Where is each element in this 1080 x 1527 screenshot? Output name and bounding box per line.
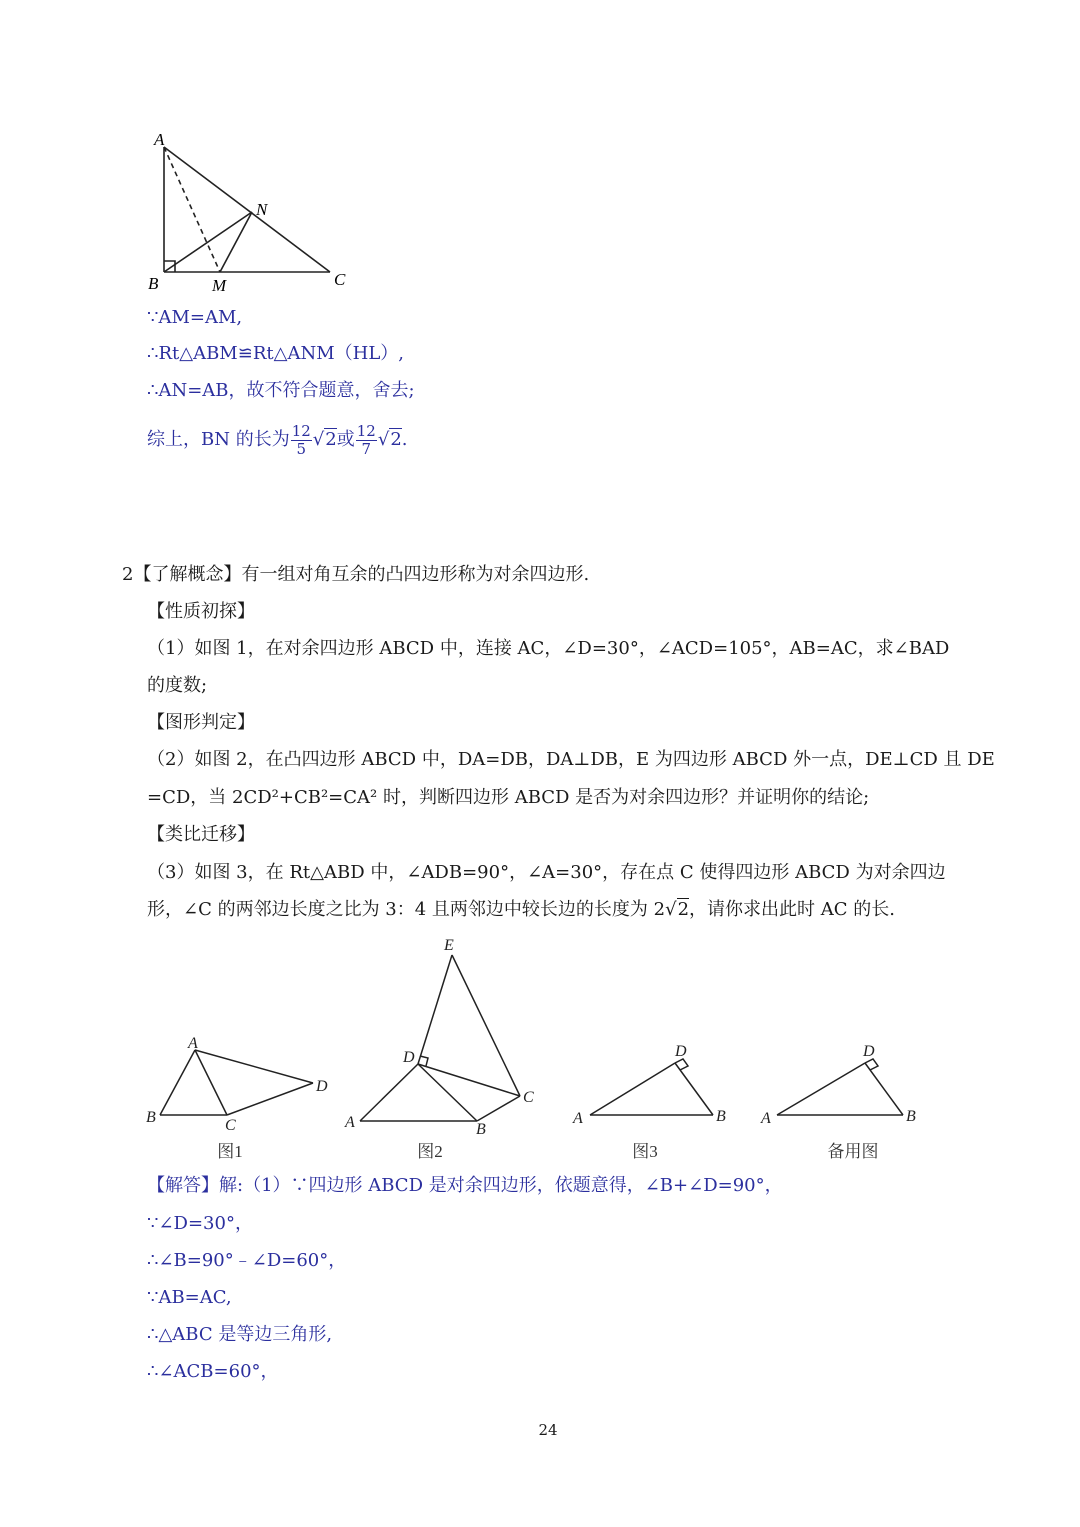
fig1-label-b: B: [146, 1109, 156, 1126]
fig1-label-a: A: [188, 1035, 198, 1052]
fig4-label-b: B: [906, 1108, 916, 1125]
fig2-label-c: C: [523, 1089, 534, 1106]
fig3-label-d: D: [675, 1043, 687, 1060]
answer-line-5: ∴△ABC 是等边三角形,: [147, 1324, 333, 1345]
answer-line-4: ∵AB=AC,: [147, 1287, 232, 1308]
question-1-line-2: 的度数;: [147, 675, 208, 696]
fig3-label-b: B: [716, 1108, 726, 1125]
label-m: M: [212, 276, 227, 295]
fraction-1: $\frac{12}{5}$: [291, 421, 311, 458]
fig4-caption: 备用图: [827, 1142, 879, 1161]
label-b: B: [148, 274, 159, 293]
answer-line-6: ∴∠ACB=60°，: [147, 1361, 279, 1382]
sqrt-2: √2: [377, 429, 402, 450]
solution-line-1: ∵AM=AM,: [147, 307, 243, 328]
sqrt-1: √2: [312, 429, 337, 450]
fig1-label-d: D: [316, 1078, 328, 1095]
fig2-caption: 图2: [417, 1142, 443, 1161]
section-property: 【性质初探】: [147, 601, 255, 622]
figure-right-triangle-abc: [140, 125, 370, 300]
fig1-label-c: C: [225, 1117, 236, 1134]
question-2-line-2: =CD，当 2CD²+CB²=CA² 时，判断四边形 ABCD 是否为对余四边形？并证明你的结论;: [147, 787, 870, 808]
label-n: N: [256, 200, 268, 219]
question-1-line-1: （1）如图 1，在对余四边形 ABCD 中，连接 AC，∠D=30°，∠ACD=105°，AB=AC，求∠BAD: [147, 638, 950, 659]
fig3-caption: 图3: [632, 1142, 658, 1161]
question-3-line-2: 形，∠C 的两邻边长度之比为 3：4 且两邻边中较长边的长度为 2√2，请你求出此时 AC 的长.: [147, 899, 895, 920]
fig2-label-e: E: [444, 937, 454, 954]
solution-line-2: ∴Rt△ABM≌Rt△ANM（HL）,: [147, 343, 405, 364]
section-judgement: 【图形判定】: [147, 712, 255, 733]
fig4-label-d: D: [863, 1043, 875, 1060]
section-analogy: 【类比迁移】: [147, 824, 255, 845]
fraction-2: $\frac{12}{7}$: [356, 421, 376, 458]
answer-line-2: ∵∠D=30°，: [147, 1213, 253, 1234]
answer-line-1: 【解答】解:（1）∵四边形 ABCD 是对余四边形，依题意得，∠B+∠D=90°，: [147, 1175, 783, 1196]
question-2-line-1: （2）如图 2，在凸四边形 ABCD 中，DA=DB，DA⊥DB，E 为四边形 ABCD 外一点，DE⊥CD 且 DE: [147, 749, 995, 770]
fig2-label-a: A: [345, 1114, 355, 1131]
page-number: 24: [538, 1421, 558, 1439]
fig1-caption: 图1: [217, 1142, 243, 1161]
fig3-label-a: A: [573, 1110, 583, 1127]
label-a: A: [154, 130, 165, 149]
question-3-line-1: （3）如图 3，在 Rt△ABD 中，∠ADB=90°，∠A=30°，存在点 C 使得四边形 ABCD 为对余四边: [147, 862, 946, 883]
conclusion-prefix: 综上，BN 的长为: [147, 429, 290, 450]
or-word: 或: [336, 429, 355, 450]
fig4-label-a: A: [761, 1110, 771, 1127]
problem-title: 2【了解概念】有一组对角互余的凸四边形称为对余四边形.: [122, 564, 590, 585]
sqrt-3: √2: [665, 899, 690, 920]
solution-line-3: ∴AN=AB，故不符合题意，舍去;: [147, 380, 415, 401]
answer-line-3: ∴∠B=90°﹣∠D=60°，: [147, 1250, 347, 1271]
label-c: C: [334, 270, 346, 289]
figures-row: [130, 930, 950, 1170]
fig2-label-d: D: [403, 1049, 415, 1066]
fig2-label-b: B: [476, 1121, 486, 1138]
solution-line-4: 综上，BN 的长为 $\frac{12}{5}$ √2或 $\frac{12}{7}$ √2.: [147, 420, 408, 460]
